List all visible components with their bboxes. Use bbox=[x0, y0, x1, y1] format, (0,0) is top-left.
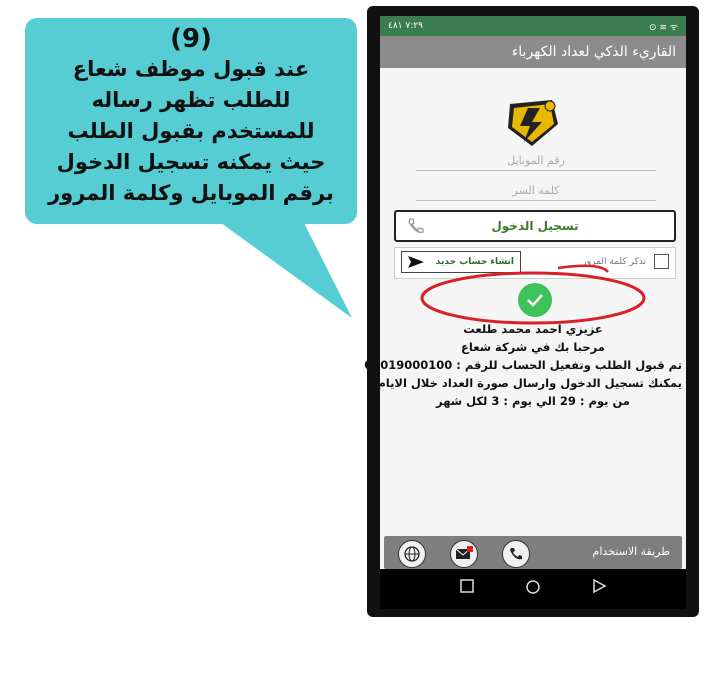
phone-screen bbox=[364, 16, 686, 569]
bottom-toolbar bbox=[384, 536, 682, 569]
home-icon[interactable] bbox=[525, 579, 541, 595]
instruction-callout bbox=[25, 18, 357, 224]
phone-call-icon bbox=[508, 546, 524, 562]
globe-button[interactable] bbox=[398, 540, 426, 568]
signup-label: انشاء حساب جديد bbox=[435, 257, 514, 267]
usage-guide-link[interactable]: طريقة الاستخدام bbox=[592, 545, 670, 558]
message-greeting: عزيزي احمد محمد طلعت bbox=[463, 322, 603, 336]
company-logo bbox=[502, 94, 564, 152]
globe-icon bbox=[403, 545, 421, 563]
callout-line: برقم الموبايل وكلمة المرور bbox=[48, 181, 334, 205]
callout-line: عند قبول موظف شعاع bbox=[72, 57, 310, 81]
status-icons: ⊙ ≋ ᯤ bbox=[648, 22, 678, 33]
remember-password[interactable] bbox=[582, 254, 669, 269]
back-icon[interactable] bbox=[592, 579, 606, 593]
message-welcome: مرحبا بك في شركة شعاع bbox=[461, 340, 605, 354]
status-time: ٧:٢٩ ٤٨١ bbox=[388, 21, 423, 31]
recents-icon[interactable] bbox=[460, 579, 474, 593]
app-bar bbox=[380, 36, 686, 68]
phone-handset-icon bbox=[406, 216, 426, 236]
checkmark-icon bbox=[526, 293, 544, 307]
remember-label: تذكر كلمة المرور bbox=[582, 256, 646, 267]
message-accepted: تم قبول الطلب وتفعيل الحساب للرقم : 01019000100 bbox=[364, 358, 682, 372]
signup-button[interactable] bbox=[401, 251, 521, 273]
callout-line: للطلب تظهر رساله bbox=[91, 88, 291, 112]
android-nav-bar bbox=[380, 569, 686, 609]
login-label: تسجيل الدخول bbox=[491, 219, 579, 233]
status-bar bbox=[380, 16, 686, 36]
login-options-row bbox=[394, 247, 676, 279]
send-arrow-icon bbox=[408, 256, 424, 268]
call-button[interactable] bbox=[502, 540, 530, 568]
login-button[interactable] bbox=[394, 210, 676, 242]
mobile-field[interactable]: رقم الموبايل bbox=[416, 154, 656, 171]
callout-line: حيث يمكنه تسجيل الدخول bbox=[56, 150, 326, 174]
success-indicator bbox=[518, 283, 552, 317]
message-days: من يوم : 29 الي يوم : 3 لكل شهر bbox=[436, 394, 630, 408]
mail-icon bbox=[455, 546, 473, 562]
callout-text bbox=[25, 54, 357, 209]
message-instructions: يمكنك تسجيل الدخول وارسال صورة العداد خلال الايام : bbox=[368, 376, 682, 390]
app-title: القاريء الذكي لعداد الكهرباء bbox=[511, 44, 676, 60]
step-number: (9) bbox=[170, 24, 212, 54]
remember-checkbox[interactable] bbox=[654, 254, 669, 269]
callout-line: للمستخدم بقبول الطلب bbox=[67, 119, 315, 143]
mail-button[interactable] bbox=[450, 540, 478, 568]
password-field[interactable]: كلمة السر bbox=[416, 184, 656, 201]
